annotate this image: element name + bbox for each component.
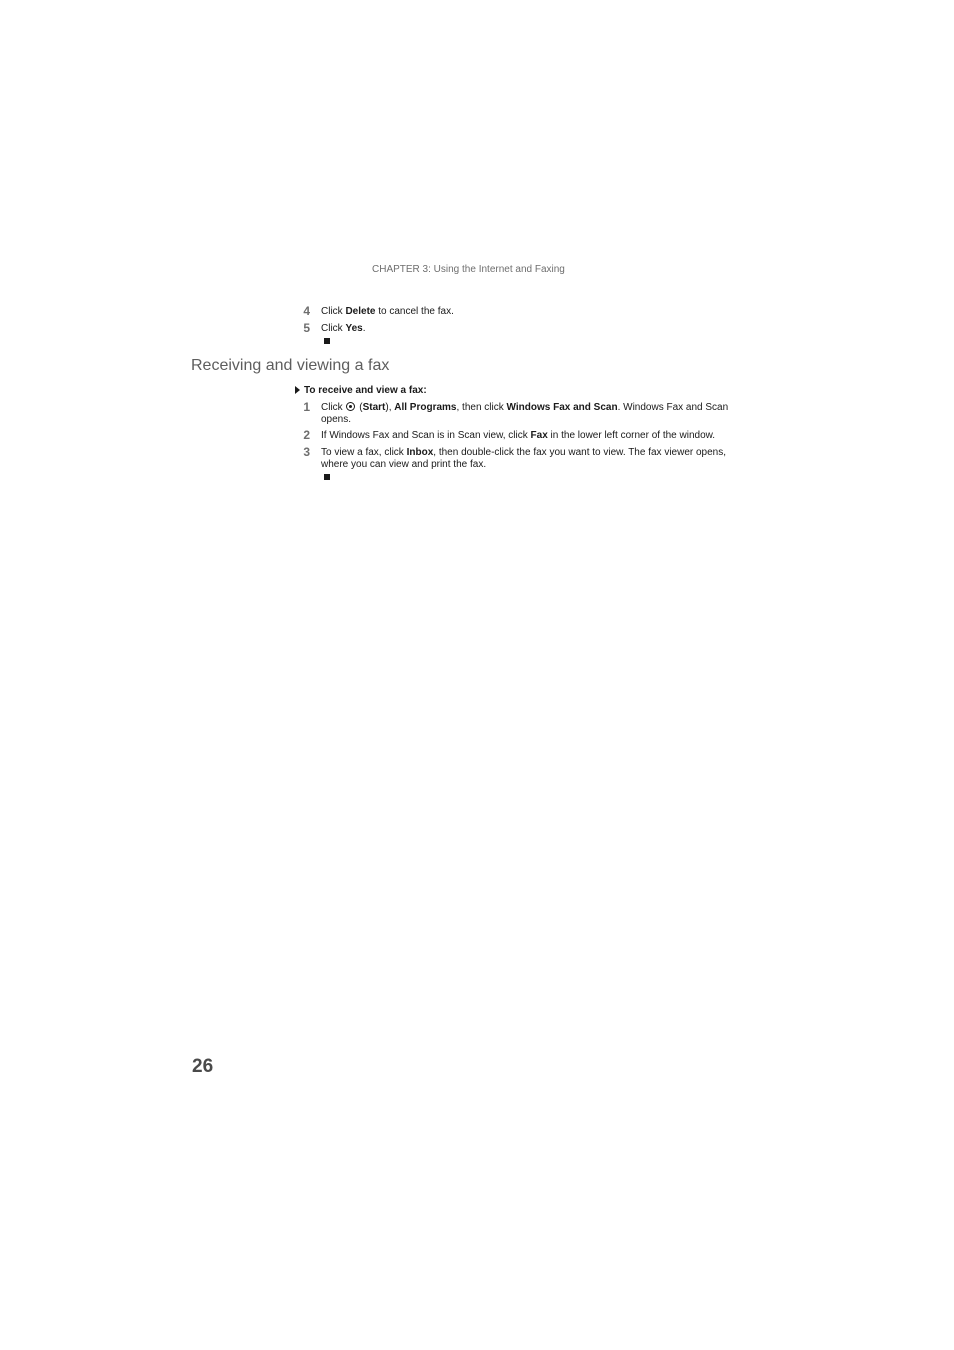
step-number: 3 [303,445,310,459]
step-number: 2 [303,428,310,442]
procedure-title: To receive and view a fax: [295,385,427,396]
ui-term: Inbox [406,447,434,458]
end-of-procedure-icon [324,474,330,480]
ui-term: Delete [345,306,376,317]
step-number: 4 [303,304,310,318]
windows-start-icon [346,402,355,411]
ui-term: Fax [530,430,548,441]
step-number: 1 [303,400,310,414]
step-text: Click Delete to cancel the fax. [321,306,454,317]
step-text: If Windows Fax and Scan is in Scan view, click Fax in the lower left corner of the window. [321,430,716,441]
running-header: CHAPTER 3: Using the Internet and Faxing [372,264,565,275]
ui-term: Start [362,402,386,413]
step-text: Click Yes. [321,323,366,334]
ui-term: Yes [345,323,363,334]
step-number: 5 [303,321,310,335]
end-of-procedure-icon [324,338,330,344]
section-heading: Receiving and viewing a fax [191,357,390,374]
ui-term: Windows Fax and Scan [506,402,618,413]
step-text: To view a fax, click Inbox, then double-click the fax you want to view. The fax viewer opens, where you can view and print the fax. [321,447,727,470]
triangle-right-icon [295,386,300,394]
ui-term: All Programs [394,402,457,413]
page-number: 26 [192,1056,214,1077]
step-text: Click (Start), All Programs, then click Windows Fax and Scan. Windows Fax and Scan opens. [321,402,729,425]
